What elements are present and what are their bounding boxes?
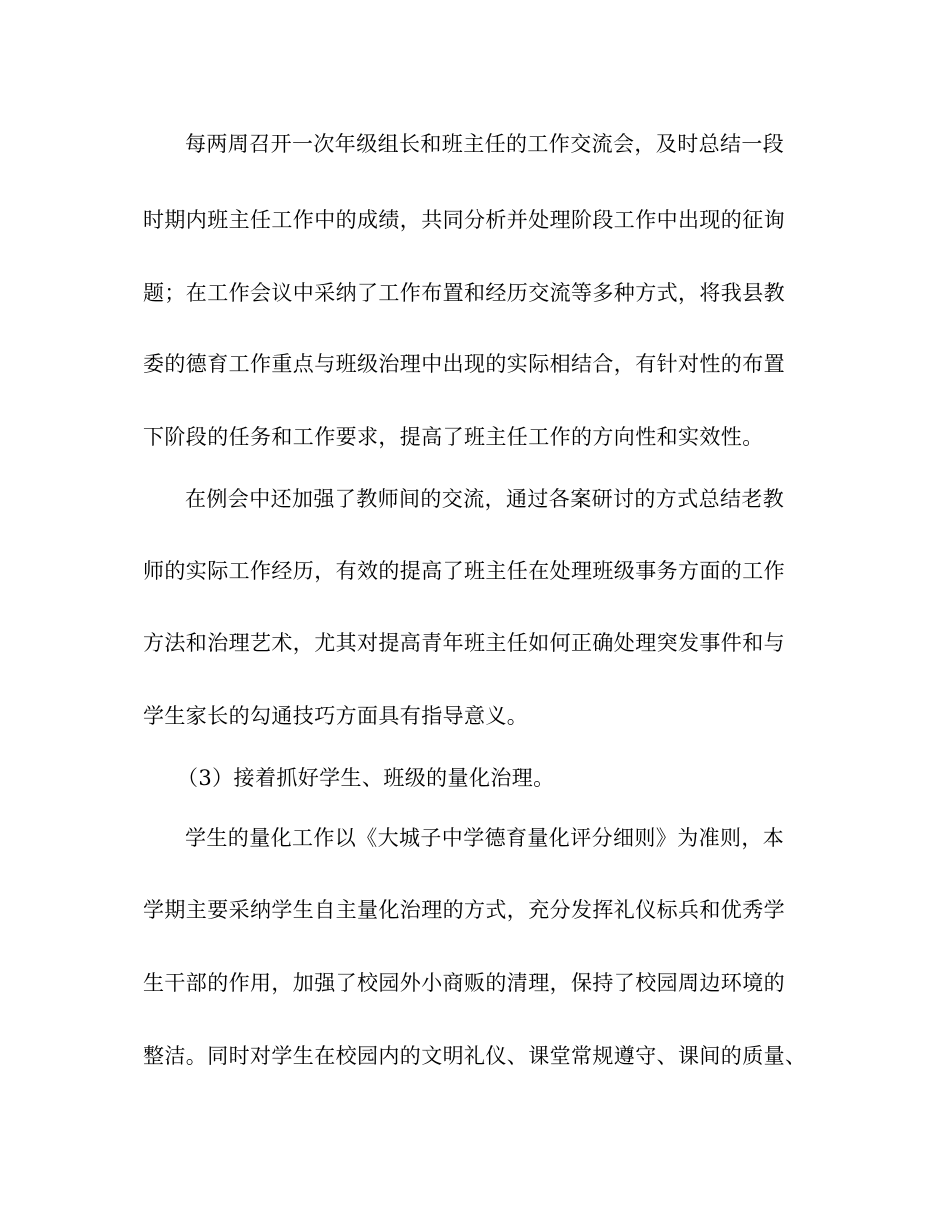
paragraph-line: 学生家长的勾通技巧方面具有指导意义。 [143,704,529,728]
paragraph-line: 题；在工作会议中采纳了工作布置和经历交流等多种方式，将我县教 [143,281,785,305]
paragraph-line: 时期内班主任工作中的成绩，共同分析并处理阶段工作中出现的征询 [143,208,785,232]
paragraph-line: 整洁。同时对学生在校园内的文明礼仪、课堂常规遵守、课间的质量、 [143,1044,807,1068]
paragraph-line: 在例会中还加强了教师间的交流，通过各案研讨的方式总结老教 [185,487,785,511]
paragraph-line: 下阶段的任务和工作要求，提高了班主任工作的方向性和实效性。 [143,425,764,449]
section-heading: （3）接着抓好学生、班级的量化治理。 [177,766,555,790]
paragraph-line: 每两周召开一次年级组长和班主任的工作交流会，及时总结一段 [185,132,785,156]
paragraph-line: 师的实际工作经历，有效的提高了班主任在处理班级事务方面的工作 [143,559,785,583]
paragraph-line: 生干部的作用，加强了校园外小商贩的清理，保持了校园周边环境的 [143,971,785,995]
paragraph-line: 学期主要采纳学生自主量化治理的方式，充分发挥礼仪标兵和优秀学 [143,898,785,922]
paragraph-line: 委的德育工作重点与班级治理中出现的实际相结合，有针对性的布置 [143,352,785,376]
paragraph-line: 学生的量化工作以《大城子中学德育量化评分细则》为准则，本 [185,826,785,850]
paragraph-line: 方法和治理艺术，尤其对提高青年班主任如何正确处理突发事件和与 [143,631,785,655]
